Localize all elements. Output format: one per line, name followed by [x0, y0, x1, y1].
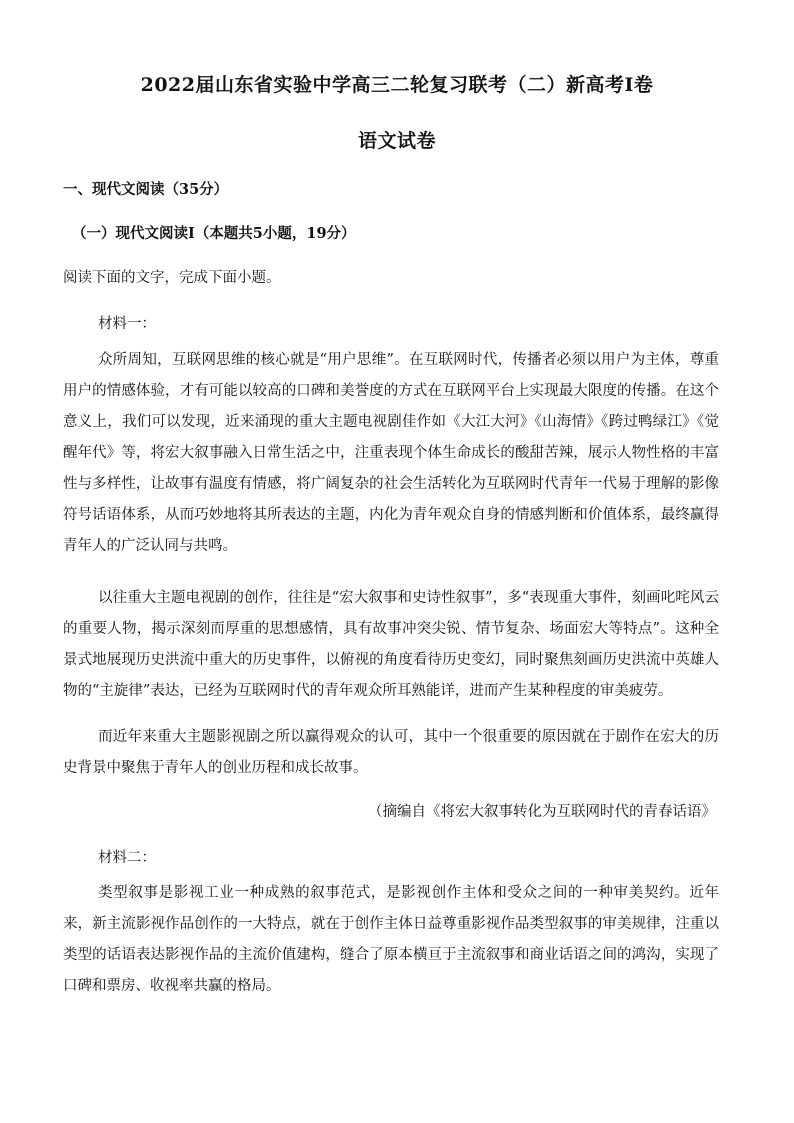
material1-paragraph: 以往重大主题电视剧的创作，往往是“宏大叙事和史诗性叙事”，多“表现重大事件，刻画叱咤风云的重要人物，揭示深刻而厚重的思想感情，具有故事冲突尖锐、情节复杂、场面宏大等特点”。这种全景式地展现历史洪流中重大的历史事件，以俯视的角度看待历史变幻，同时聚焦刻画历史洪流中英雄人物的“主旋律”表达，已经为互联网时代的青年观众所耳熟能详，进而产生某种程度的审美疲劳。 [63, 590, 719, 699]
section-subheading: （一）现代文阅读Ⅰ（本题共5小题，19分） [72, 225, 356, 242]
material2-paragraph: 类型叙事是影视工业一种成熟的叙事范式，是影视创作主体和受众之间的一种审美契约。近年来，新主流影视作品创作的一大特点，就在于创作主体日益尊重影视作品类型叙事的审美规律，注重以类型的话语表达影视作品的主流价值建构，缝合了原本横亘于主流叙事和商业话语之间的鸿沟，实现了口碑和票房、收视率共赢的格局。 [63, 885, 719, 994]
material1-paragraph: 而近年来重大主题影视剧之所以赢得观众的认可，其中一个很重要的原因就在于剧作在宏大的历史背景中聚焦于青年人的创业历程和成长故事。 [63, 729, 719, 776]
section-heading: 一、现代文阅读（35分） [63, 181, 229, 198]
material1-label: 材料一： [98, 316, 156, 332]
exam-subtitle: 语文试卷 [357, 130, 436, 152]
exam-title: 2022届山东省实验中学高三二轮复习联考（二）新高考Ⅰ卷 [140, 74, 654, 96]
material1-paragraph: 众所周知，互联网思维的核心就是“用户思维”。在互联网时代，传播者必须以用户为主体，尊重用户的情感体验，才有可能以较高的口碑和美誉度的方式在互联网平台上实现最大限度的传播。在这个意义上，我们可以发现，近来涌现的重大主题电视剧佳作如《大江大河》《山海情》《跨过鸭绿江》《觉醒年代》等，将宏大叙事融入日常生活之中，注重表现个体生命成长的酸甜苦辣，展示人物性格的丰富性与多样性，让故事有温度有情感，将广阔复杂的社会生活转化为互联网时代青年一代易于理解的影像符号话语体系，从而巧妙地将其所表达的主题，内化为青年观众自身的情感判断和价值体系，最终赢得青年人的广泛认同与共鸣。 [63, 352, 719, 554]
reading-instruction: 阅读下面的文字，完成下面小题。 [63, 270, 281, 286]
material2-label: 材料二： [98, 850, 156, 866]
material1-source: （摘编自《将宏大叙事转化为互联网时代的青春话语》 [368, 804, 716, 820]
